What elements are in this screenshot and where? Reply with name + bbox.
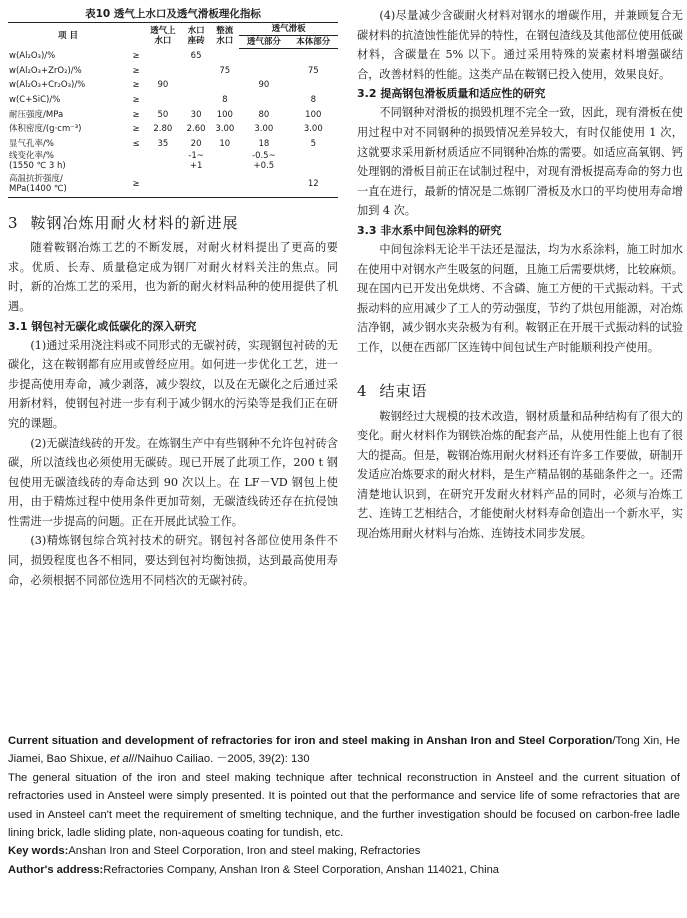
paragraph-4: (4)尽量减少含碳耐火材料对钢水的增碳作用，并兼顾复合无碳材料的抗渣蚀性能优异的特性，在钢包渣线及其他部位使用低碳材料，含碳量在 5% 以下。通过采用特殊的炭素材料增强碳结合，改善材料的性能。这类产品在鞍钢已投入使用，效果良好。 <box>357 9 683 81</box>
paragraph-2: (2)无碳渣线砖的开发。在炼钢生产中有些钢种不允许包衬砖含碳，所以渣线也必须使用无碳砖。现已开展了此项工作，200 t 钢包使用无碳渣线砖的寿命达到 90 次以上。在 LF－VD 钢包上使用，由于精炼过程中使用条件更加苛刻，无碳渣线砖还存在抗侵蚀性需进一步提高的问题。正在开展此试验工作。 <box>8 436 338 528</box>
row-value-v2: 65 <box>190 51 202 62</box>
row-value-v3: 8 <box>222 95 228 106</box>
row-item-label: 高温抗折强度/ MPa(1400 ℃) <box>8 171 128 198</box>
author-address: Author's address:Refractories Company, Anshan Iron & Steel Corporation, Anshan 114021, China <box>8 863 500 876</box>
right-column <box>357 0 683 544</box>
keywords: Key words:Anshan Iron and Steel Corporation, Iron and steel making, Refractories <box>8 845 421 858</box>
col-header-3: 整流 水口 <box>210 23 239 49</box>
table-row <box>8 64 338 79</box>
row-item-label: w(Al₂O₃+ZrO₂)/% <box>9 65 82 76</box>
table-row <box>8 151 338 171</box>
row-value-v4: 18 <box>258 138 270 149</box>
row-value-v3: 100 <box>216 109 233 120</box>
row-operator: ≥ <box>132 65 140 76</box>
row-value-v5: 12 <box>289 171 338 198</box>
table-row <box>8 107 338 122</box>
english-abstract <box>8 732 680 879</box>
table-row <box>8 93 338 108</box>
table-caption: 表10 透气上水口及透气滑板理化指标 <box>85 8 261 20</box>
row-value-v4: 3.00 <box>254 124 274 135</box>
paragraph-6: 中间包涂料无论半干法还是湿法，均为水系涂料，施工时加水在使用中对钢水产生吸氢的问题，且施工后需要烘烤，比较麻烦。现在国内已开发出免烘烤、不含磷、施工方便的干式振动料。干式振动料的应用减少了工人的劳动强度，节约了烘包用能源，对冶炼洁净钢，减少钢水夹杂极为有利。鞍钢正在开展干式振动料的试验工作，以便在西部厂区连铸中间包试生产时能顺利投产使用。 <box>357 242 683 354</box>
row-value-v5 <box>289 78 338 93</box>
row-operator: ≥ <box>128 171 144 198</box>
row-value-v2 <box>182 171 211 198</box>
subsection-3-3-heading: 3.3 非水系中间包涂料的研究 <box>357 223 502 237</box>
row-value-v5: 3.00 <box>303 124 323 135</box>
row-value-v1 <box>144 64 182 79</box>
row-operator: ≥ <box>132 109 140 120</box>
row-value-v5 <box>289 151 338 171</box>
table-row <box>8 171 338 198</box>
section-4-heading: 4 结束语 <box>357 381 428 400</box>
row-value-v4 <box>239 93 288 108</box>
table-row <box>8 78 338 93</box>
row-value-v2: 30 <box>190 109 202 120</box>
paragraph-3: (3)精炼钢包综合筑衬技术的研究。钢包衬各部位使用条件不同，损毁程度也各不相同，要达到包衬均衡蚀损，达到最高使用寿命，必须根据不同部位选用不同档次的无碳衬砖。 <box>8 534 338 587</box>
row-item-label: 显气孔率/% <box>9 138 54 149</box>
row-value-v2 <box>182 78 211 93</box>
row-value-v3 <box>210 49 239 64</box>
row-value-v5 <box>289 49 338 64</box>
row-operator: ≥ <box>132 124 140 135</box>
row-value-v2 <box>182 93 211 108</box>
abstract-citation: Current situation and development of refractories for iron and steel making in Anshan Iron and Steel Corporation/Tong Xin, He Jiamei, Bao Shixue, et al//Naihuo Cailiao. －2005, 39(2): 130 <box>8 735 680 766</box>
row-value-v4 <box>239 64 288 79</box>
left-column <box>8 0 338 590</box>
abstract-title: Current situation and development of refractories for iron and steel making in Anshan Iron and Steel Corporation <box>8 735 613 747</box>
row-value-v1 <box>144 49 182 64</box>
row-value-v1 <box>144 151 182 171</box>
row-value-v1: 35 <box>157 138 169 149</box>
paragraph-5: 不同钢种对滑板的损毁机理不完全一致，因此，现有滑板在使用过程中对不同钢种的损毁情况差异较大，有时仅能使用 1 次，这就要求采用新材质适应不同钢种冶炼的需要。如适应高氧钢、钙处理钢的滑板目前正在试制过程中，对现有滑板提高寿命的努力也一直在进行，最新的情况是二炼钢厂滑板及水口的平均使用寿命增加到 4 次。 <box>357 106 683 218</box>
row-item-label: 线变化率/% (1550 ℃ 3 h) <box>9 151 66 172</box>
col-header-2: 水口 座砖 <box>182 23 211 49</box>
row-value-v5: 5 <box>310 138 316 149</box>
row-value-v3: 10 <box>219 138 231 149</box>
row-operator: ≤ <box>132 138 140 149</box>
subsection-3-1-heading: 3.1 钢包衬无碳化或低碳化的深入研究 <box>8 319 197 333</box>
row-value-v4: 90 <box>258 80 270 91</box>
table-row <box>8 122 338 137</box>
col-header-group: 透气滑板 <box>239 23 338 36</box>
row-value-v3: 3.00 <box>215 124 235 135</box>
row-item-label: 体积密度/(g·cm⁻³) <box>9 124 82 135</box>
row-item-label: w(Al₂O₃+Cr₂O₃)/% <box>9 80 86 91</box>
section-3-heading: 3 鞍钢冶炼用耐火材料的新进展 <box>8 214 239 233</box>
paragraph-7: 鞍钢经过大规模的技术改造，钢材质量和品种结构有了很大的变化。耐火材料作为钢铁冶炼的配套产品，从使用性能上也有了很大的提高。但是，鞍钢冶炼用耐火材料还有许多工作要做，研制开发适应冶炼要求的耐火材料，是生产精品钢的基础条件之一。还需清楚地认识到，在研究开发耐火材料产品的同时，必须与冶炼工艺、连铸工艺相结合，才能使耐火材料寿命创造出一个新水平，实现冶炼用耐火材料与冶炼、连铸技术同步发展。 <box>357 409 683 541</box>
row-value-v2: 20 <box>190 138 202 149</box>
row-value-v1: 50 <box>157 109 169 120</box>
row-value-v5: 75 <box>307 65 319 76</box>
row-value-v1 <box>144 93 182 108</box>
row-value-v5: 8 <box>310 95 316 106</box>
subsection-3-2-heading: 3.2 提高钢包滑板质量和适应性的研究 <box>357 87 546 101</box>
row-value-v1: 90 <box>157 80 169 91</box>
abstract-body: The general situation of the iron and steel making technique after technical reconstruction in Ansteel and the current situation of refractories used in Ansteel were simply presented. It is pointed out that the performance and service life of some refractories that are used in Ansteel can't meet the requirement of smelting technique, and the further investigation should be focused on carbon-free ladle lining brick, ladle sliding plate, non-aqueous coating for tundish, etc. <box>8 771 680 840</box>
row-item-label: 耐压强度/MPa <box>9 109 64 120</box>
col-header-1: 透气上 水口 <box>144 23 182 49</box>
row-value-v4 <box>239 171 288 198</box>
row-value-v1: 2.80 <box>153 124 173 135</box>
row-value-v2 <box>182 64 211 79</box>
row-value-v4 <box>239 49 288 64</box>
row-value-v3 <box>210 151 239 171</box>
paragraph-1: (1)通过采用浇注料或不同形式的无碳衬砖，实现钢包衬砖的无碳化，这在鞍钢都有应用或曾经应用。如何进一步优化工艺，进一步提高使用寿命，减少剥落，减少裂纹，以及在无碳化之后通过采用新材料，使钢包衬进一步有利于减少钢水的污染等是我们正在研究的课题。 <box>8 338 338 430</box>
row-value-v4: 80 <box>258 109 270 120</box>
row-value-v4: -0.5~ +0.5 <box>252 151 276 172</box>
col-header-4: 透气部分 <box>239 36 288 49</box>
properties-table <box>8 22 338 198</box>
row-operator: ≥ <box>132 80 140 91</box>
row-operator: ≥ <box>132 95 140 106</box>
section-3-intro: 随着鞍钢冶炼工艺的不断发展，对耐火材料提出了更高的要求。优质、长寿、质量稳定成为钢厂对耐火材料关注的焦点。同时，新的冶炼工艺的采用，也为新的耐火材料品种的使用提供了机遇。 <box>8 241 338 313</box>
row-value-v1 <box>144 171 182 198</box>
table-row <box>8 137 338 152</box>
row-value-v2: -1~ +1 <box>188 151 204 172</box>
col-header-item: 项 目 <box>8 23 128 49</box>
row-value-v5: 100 <box>305 109 322 120</box>
table-row <box>8 49 338 64</box>
row-operator <box>128 151 144 171</box>
row-item-label: w(C+SiC)/% <box>9 95 61 106</box>
col-header-5: 本体部分 <box>289 36 338 49</box>
row-item-label: w(Al₂O₃)/% <box>9 51 56 62</box>
row-value-v3 <box>210 171 239 198</box>
row-operator: ≥ <box>132 51 140 62</box>
row-value-v3: 75 <box>219 65 231 76</box>
row-value-v2: 2.60 <box>186 124 206 135</box>
row-value-v3 <box>210 78 239 93</box>
